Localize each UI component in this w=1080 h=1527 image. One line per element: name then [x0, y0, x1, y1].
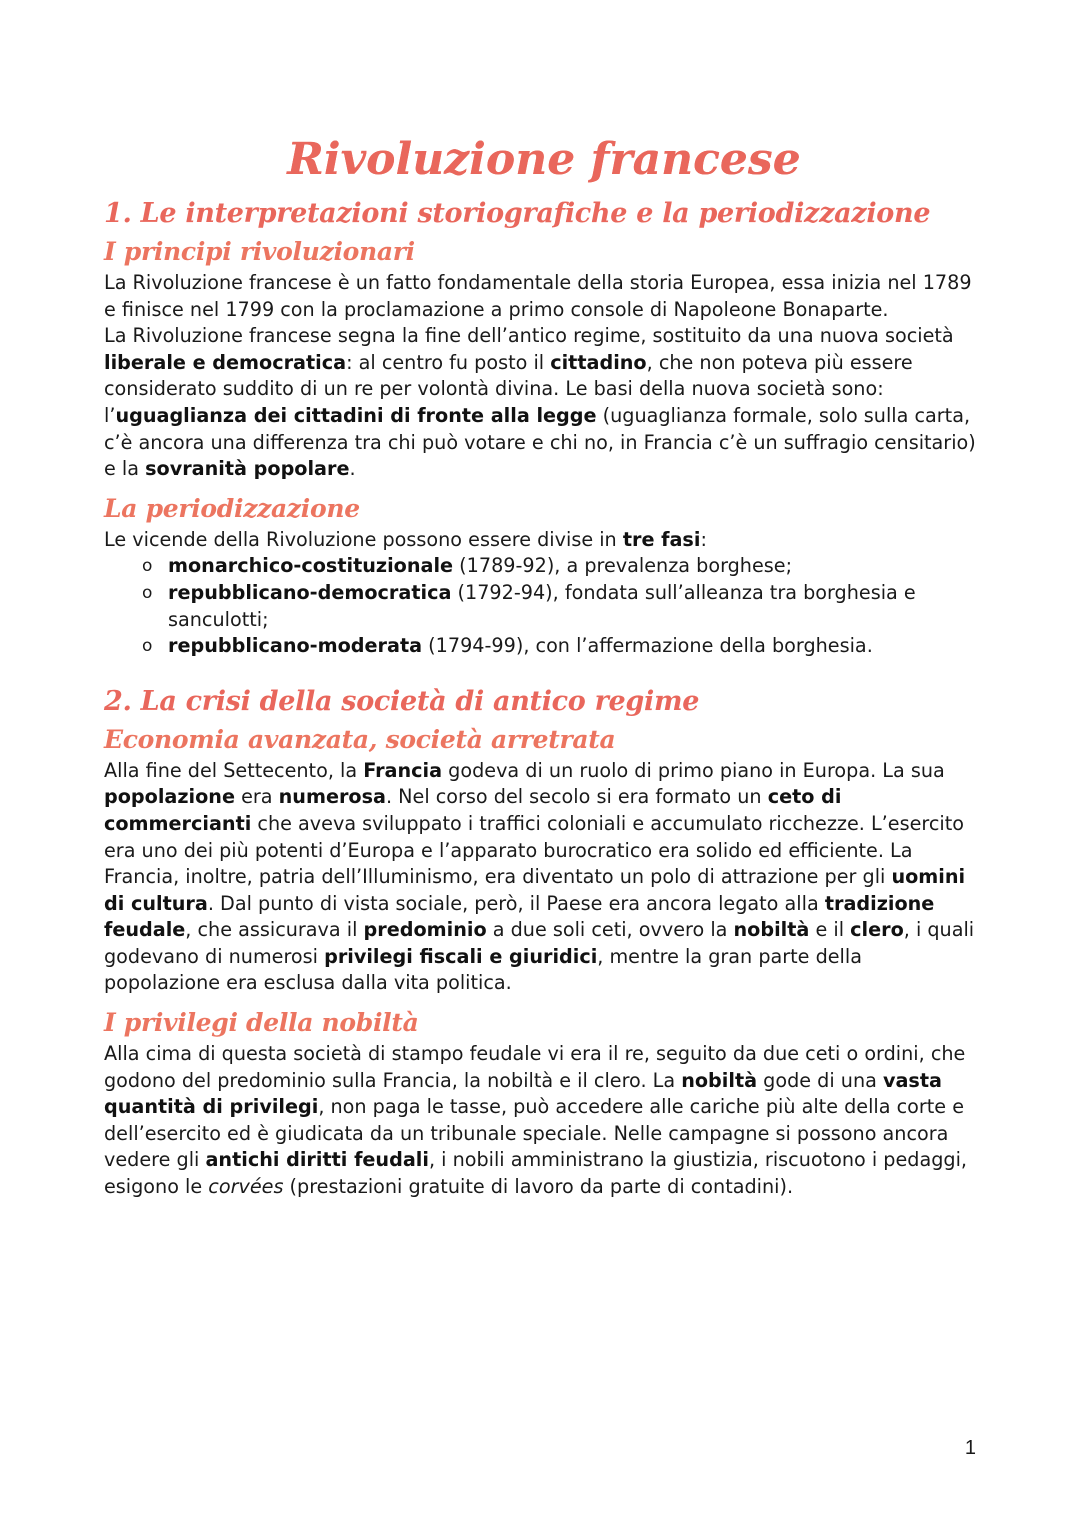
document-title: Rivoluzione francese — [104, 130, 984, 190]
list-item: o repubblicano-moderata (1794-99), con l’affermazione della borghesia. — [142, 633, 984, 660]
bullet-icon: o — [142, 582, 153, 603]
subsection-economia-heading: Economia avanzata, società arretrata — [104, 724, 616, 754]
bullet-icon: o — [142, 636, 153, 657]
periodizzazione-intro: Le vicende della Rivoluzione possono essere divise in tre fasi: — [104, 527, 707, 551]
subsection-periodizzazione-heading: La periodizzazione — [104, 493, 360, 523]
privilegi-paragraph: Alla cima di questa società di stampo feudale vi era il re, seguito da due ceti o ordini, che godono del predominio sulla Francia, la nobiltà e il clero. La nobiltà gode di una vasta quantità di privilegi, non paga le tasse, può accedere alle cariche più alte della corte e dell’esercito ed è giudicata da un tribunale speciale. Nelle campagne si possono ancora vedere gli antichi diritti feudali, i nobili amministrano la giustizia, riscuotono i pedaggi, esigono le corvées (prestazioni gratuite di lavoro da parte di contadini). — [104, 1042, 968, 1199]
section-1-heading: 1. Le interpretazioni storiografiche e la periodizzazione — [104, 198, 931, 229]
section-2-heading: 2. La crisi della società di antico regime — [104, 685, 700, 717]
list-item: o repubblicano-democratica (1792-94), fondata sull’alleanza tra borghesia e sanculotti; — [142, 580, 916, 631]
bullet-icon: o — [142, 556, 153, 577]
list-item: o monarchico-costituzionale (1789-92), a prevalenza borghese; — [142, 553, 984, 580]
principi-paragraph-2: La Rivoluzione francese segna la fine dell’antico regime, sostituito da una nuova società liberale e democratica: al centro fu posto il cittadino, che non poteva più essere considerato suddito di un re per volontà divina. Le basi della nuova società sono: l’uguaglianza dei cittadini di fronte alla legge (uguaglianza formale, solo sulla carta, c’è ancora una differenza tra chi può votare e chi no, in Francia c’è un suffragio censitario) e la sovranità popolare. — [104, 324, 976, 481]
principi-paragraph-1: La Rivoluzione francese è un fatto fondamentale della storia Europea, essa inizia nel 1789 e finisce nel 1799 con la proclamazione a primo console di Napoleone Bonaparte. — [104, 271, 972, 321]
subsection-privilegi-heading: I privilegi della nobiltà — [104, 1008, 419, 1038]
document-page — [104, 130, 984, 1201]
page-number: 1 — [964, 1437, 976, 1459]
subsection-principi-heading: I principi rivoluzionari — [104, 237, 415, 266]
economia-paragraph: Alla fine del Settecento, la Francia godeva di un ruolo di primo piano in Europa. La sua popolazione era numerosa. Nel corso del secolo si era formato un ceto di commercianti che aveva sviluppato i traffici coloniali e accumulato ricchezze. L’esercito era uno dei più potenti d’Europa e l’apparato burocratico era solido ed efficiente. La Francia, inoltre, patria dell’Illuminismo, era diventato un polo di attrazione per gli uomini di cultura. Dal punto di vista sociale, però, il Paese era ancora legato alla tradizione feudale, che assicurava il predominio a due soli ceti, ovvero la nobiltà e il clero, i quali godevano di numerosi privilegi fiscali e giuridici, mentre la gran parte della popolazione era esclusa dalla vita politica. — [104, 758, 975, 995]
phases-list — [104, 553, 984, 659]
